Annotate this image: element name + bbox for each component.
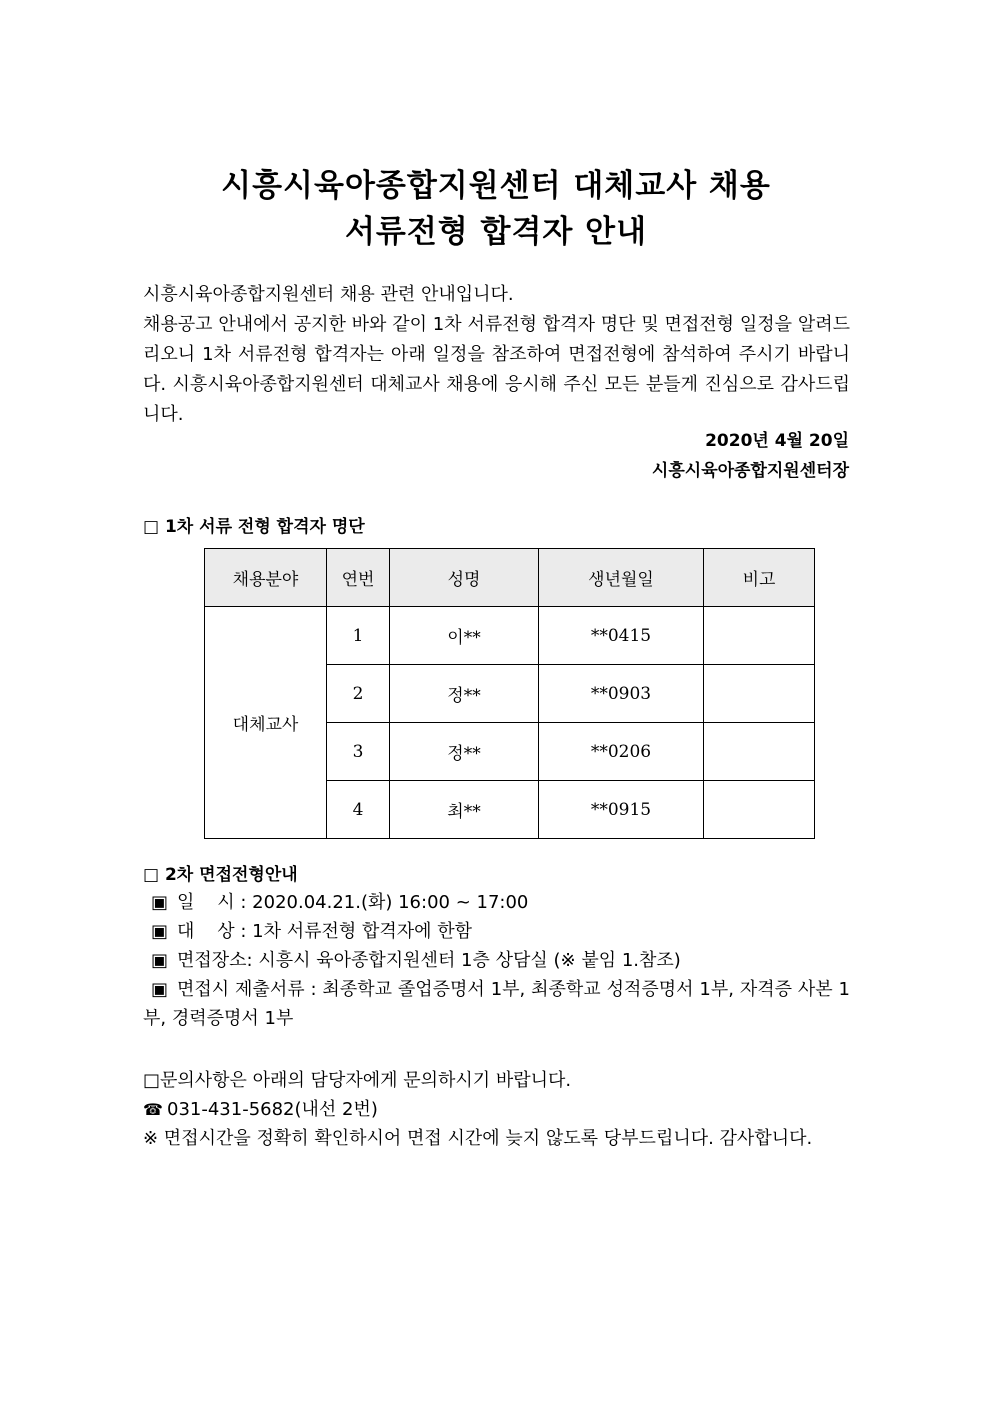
col-header-name: 성명 <box>390 549 539 607</box>
note-cell <box>704 723 815 781</box>
page-subtitle: 서류전형 합격자 안내 <box>344 214 648 250</box>
section-heading-roster: □ 1차 서류 전형 합격자 명단 <box>143 517 365 537</box>
name-cell: 정** <box>390 723 539 781</box>
interview-schedule <box>143 888 850 1033</box>
name-cell: 정** <box>390 665 539 723</box>
birth-cell: **0903 <box>539 665 704 723</box>
schedule-item <box>143 946 850 975</box>
field-cell: 대체교사 <box>205 607 327 839</box>
note-cell <box>704 665 815 723</box>
inquiry-line: □문의사항은 아래의 담당자에게 문의하시기 바랍니다. <box>143 1070 572 1091</box>
table-header-row <box>205 549 815 607</box>
note-cell <box>704 607 815 665</box>
col-header-birth: 생년월일 <box>539 549 704 607</box>
section-heading-interview: □ 2차 면접전형안내 <box>143 865 298 885</box>
no-cell: 4 <box>327 781 390 839</box>
birth-cell: **0915 <box>539 781 704 839</box>
intro-text <box>143 280 850 430</box>
phone-line <box>143 1095 850 1124</box>
name-cell: 이** <box>390 607 539 665</box>
schedule-item <box>143 917 850 946</box>
phone-icon: ☎ <box>143 1100 163 1119</box>
notice-signer: 시흥시육아종합지원센터장 <box>651 461 849 481</box>
intro-paragraph: 채용공고 안내에서 공지한 바와 같이 1차 서류전형 합격자 명단 및 면접전형 일정을 알려드리오니 1차 서류전형 합격자는 아래 일정을 참조하여 면접전형에 참석하여 주시기 바랍니다. 시흥시육아종합지원센터 대체교사 채용에 응시해 주신 모든 분들게 진심으로 감사드립니다. <box>143 314 850 425</box>
intro-line: 시흥시육아종합지원센터 채용 관련 안내입니다. <box>143 284 514 305</box>
closing-note: ※ 면접시간을 정확히 확인하시어 면접 시간에 늦지 않도록 당부드립니다. 감사합니다. <box>143 1128 813 1149</box>
birth-cell: **0206 <box>539 723 704 781</box>
schedule-item <box>143 888 850 917</box>
no-cell: 2 <box>327 665 390 723</box>
schedule-item-text: 대 상 : 1차 서류전형 합격자에 한함 <box>177 921 473 942</box>
birth-cell: **0415 <box>539 607 704 665</box>
col-header-note: 비고 <box>704 549 815 607</box>
square-bullet-icon: ▣ <box>151 892 169 913</box>
schedule-item-text: 면접장소: 시흥시 육아종합지원센터 1층 상담실 (※ 붙임 1.참조) <box>177 950 681 971</box>
name-cell: 최** <box>390 781 539 839</box>
note-cell <box>704 781 815 839</box>
no-cell: 1 <box>327 607 390 665</box>
no-cell: 3 <box>327 723 390 781</box>
square-bullet-icon: ▣ <box>151 921 169 942</box>
contact-info <box>143 1066 850 1153</box>
notice-date: 2020년 4월 20일 <box>705 431 849 451</box>
col-header-field: 채용분야 <box>205 549 327 607</box>
col-header-no: 연번 <box>327 549 390 607</box>
square-bullet-icon: ▣ <box>151 950 169 971</box>
schedule-item <box>143 975 850 1033</box>
square-bullet-icon: ▣ <box>151 979 169 1000</box>
schedule-item-text: 일 시 : 2020.04.21.(화) 16:00 ~ 17:00 <box>177 892 529 913</box>
page-title: 시흥시육아종합지원센터 대체교사 채용 <box>221 168 771 204</box>
schedule-item-text: 면접시 제출서류 : 최종학교 졸업증명서 1부, 최종학교 성적증명서 1부, 자격증 사본 1부, 경력증명서 1부 <box>143 979 850 1029</box>
phone-number: 031-431-5682(내선 2번) <box>167 1099 378 1120</box>
roster-table <box>204 548 815 839</box>
table-row <box>205 607 815 665</box>
